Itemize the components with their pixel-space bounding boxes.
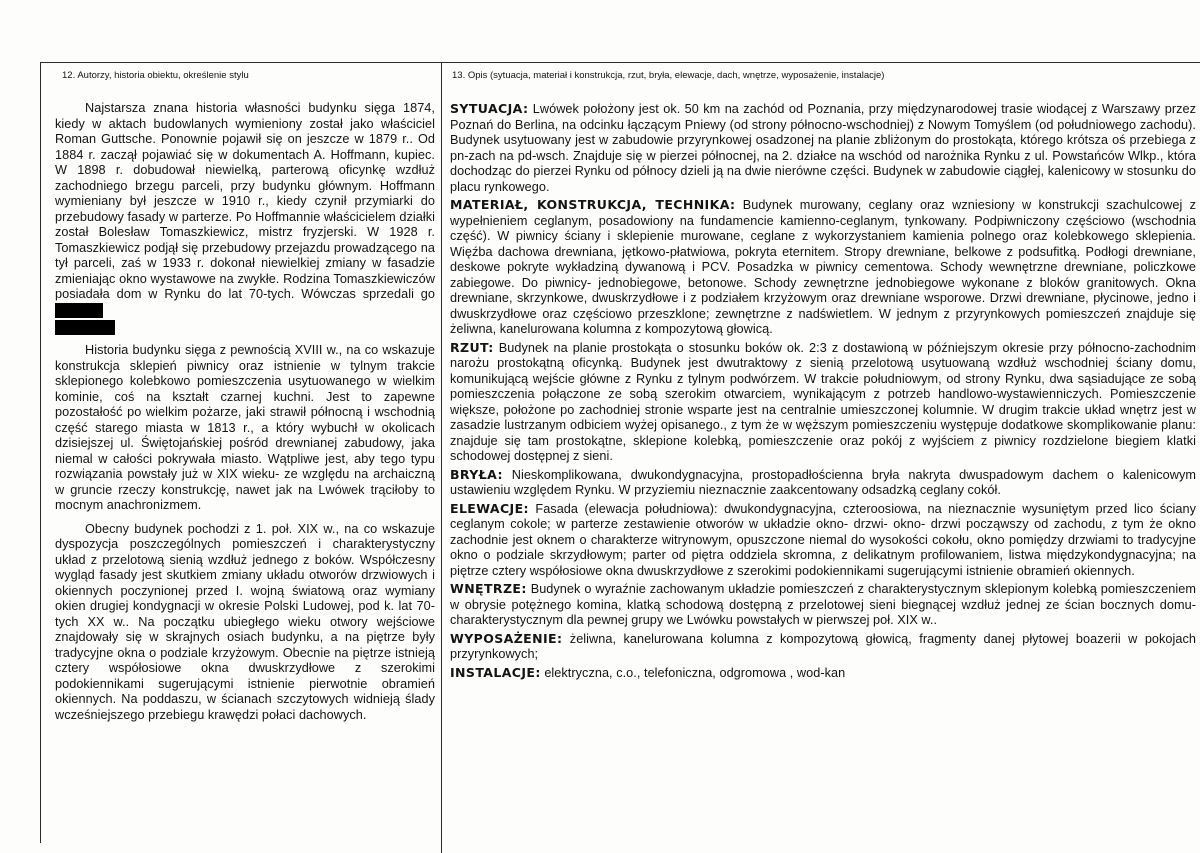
section-sytuacja <box>450 101 1196 195</box>
history-paragraph-1 <box>55 101 435 335</box>
section-12-header: 12. Autorzy, historia obiektu, określenie stylu <box>62 70 249 81</box>
description-column <box>450 101 1196 683</box>
history-column <box>55 101 435 731</box>
section-text: żeliwna, kanelurowana kolumna z kompozytową głowicą, fragmenty danej płytowej boazerii w pokojach przyrynkowych; <box>450 631 1196 661</box>
section-text: Lwówek położony jest ok. 50 km na zachód od Poznania, przy międzynarodowej trasie wiodącej z Warszawy przez Poznań do Berlina, na odcinku łączącym Pniewy (od strony północno-wschodniej) z Nowym Tomyślem (od południowego zachodu). Budynek usytuowany jest w zabudowie przyrynkowej osadzonej na planie zbliżonym do prostokąta, którego krótsza oś przebiega z pn-zach na pd-wsch. Znajduje się w pierzei północnej, na 2. działce na wschód od narożnika Rynku z ul. Powstańców Wlkp., która dochodząc do pierzei Rynku od północy dzieli ją na dwie nierówne części. Budynek w zabudowie ciągłej, kalenicowy w stosunku do placu rynkowego. <box>450 102 1196 194</box>
section-13-header: 13. Opis (sytuacja, materiał i konstrukcja, rzut, bryła, elewacje, dach, wnętrze, wyposażenie, instalacje) <box>452 70 885 81</box>
section-label: ELEWACJE: <box>450 500 529 516</box>
history-paragraph-3: Obecny budynek pochodzi z 1. poł. XIX w., na co wskazuje dyspozycja poszczególnych pomieszczeń i charakterystyczny układ z przelotową sienią wzdłuż jednego z boków. Współczesny wygląd fasady jest skutkiem zmiany układu otworów drzwiowych i okiennych poczynionej przed I. wojną światową oraz wymiany okien drugiej kondygnacji w okresie Polski Ludowej, pod k. lat 70-tych XX w.. Na początku ubiegłego wieku otwory wejściowe znajdowały się w skrajnych osiach budynku, a na piętrze były tradycyjne okna o podziale krzyżowym. Obecnie na piętrze istnieją cztery współosiowe okna dwuskrzydłowe z szerokimi podokiennikami sugerującymi istnienie pierwotnie obramień okiennych. Na poddaszu, w ścianach szczytowych widnieją ślady wcześniejszego przebiegu krawędzi połaci dachowych. <box>55 521 435 722</box>
section-text: Budynek na planie prostokąta o stosunku boków ok. 2:3 z dostawioną w późniejszym okresie przy północno-zachodnim narożu prostokątną oficynką. Budynek jest dwutraktowy z sienią przelotową usytuowaną wzdłuż wschodniej ściany domu, komunikującą wejście główne z Rynku z tylnym podwórzem. W trakcie południowym, od strony Rynku, dwa sąsiadujące ze sobą pomieszczenia połączone ze sobą szerokim otwarciem, wynikającym z potrzeb handlowo-wystawienniczych. Pomieszczenie większe, położone po zachodniej stronie wsparte jest na centralnie umieszczonej kolumnie. W drugim trakcie układ wnętrz jest w zasadzie lustrzanym odbiciem wyżej opisanego., z tym że w węższym pomieszczeniu występuje dodatkowe skomplikowanie planu: znajduje się tam prostokątne, sklepione kolebką, pomieszczenie oraz pokój z wyjściem z piwnicy rozdzielone biegiem klatki schodowej dostępnej z sieni. <box>450 340 1196 463</box>
section-label: WYPOSAŻENIE: <box>450 630 563 646</box>
history-paragraph-2: Historia budynku sięga z pewnością XVIII w., na co wskazuje konstrukcja sklepień piwnicy oraz istnienie w tylnym trakcie sklepionego kolebkowo pomieszczenia usytuowanego w wielkim kominie, coś na kształt czarnej kuchni. Jest to zapewne pozostałość po wielkim pożarze, jaki strawił północną i wschodnią część starego miasta w 1813 r., a który wybuchł w okolicach dzisiejszej ul. Świętojańskiej pośród drewnianej zabudowy, jaka niemal w całości pokrywała miasto. Wątpliwe jest, aby tego typu rozwiązania powstały już w XIX wieku- ze względu na archaiczną w gruncie rzeczy konstrukcję, nawet jak na Lwówek trąciłoby to mocnym anachronizmem. <box>55 343 435 512</box>
section-elewacje <box>450 501 1196 580</box>
section-text: Fasada (elewacja południowa): dwukondygnacyjna, czteroosiowa, na nieznacznie wysuniętym przed lico ściany ceglanym cokole; w parterze zestawienie otworów w układzie okno- drzwi- okno- drzwi począwszy od zachodu, z tym że okno zachodnie jest oknem o charakterze witrynowym, opuszczone niemal do wysokości cokołu, okno pomiędzy drzwiami to tradycyjne okno o podziale skrzydłowym; parter od piętra oddziela skromna, z delikatnym profilowaniem, listwa międzykondygnacyjna; na piętrze cztery współosiowe okna dwuskrzydłowe z szerokimi podokiennikami sugerującymi istnienie obramień okiennych. <box>450 501 1196 578</box>
section-label: RZUT: <box>450 339 494 355</box>
section-label: SYTUACJA: <box>450 101 529 116</box>
section-label: MATERIAŁ, KONSTRUKCJA, TECHNIKA: <box>450 197 736 212</box>
section-wyposazenie <box>450 631 1196 663</box>
history-paragraph-1-text: Najstarsza znana historia własności budynku sięga 1874, kiedy w aktach budowlanych wymieniony został jako właściciel Roman Guttsche. Ponownie pojawił się on jeszcze w 1879 r.. Od 1884 r. zaczął pojawiać się w dokumentach A. Hoffmann, kupiec. W 1898 r. dobudował niewielką, parterową oficynkę wzdłuż zachodniego brzegu parceli, przy budynku głównym. Hoffmann wymieniany był jeszcze w 1910 r., kiedy czynił przymiarki do przebudowy fasady w parterze. Po Hoffmannie właścicielem działki został Bolesław Tomaszkiewicz, mistrz fryzjerski. W 1928 r. Tomaszkiewicz podjął się przebudowy przejazdu prowadzącego na tył parceli, zaś w 1933 r. dokonał niewielkiej zmiany w fasadzie zmieniając okno wystawowe na zwykłe. Rodzina Tomaszkiewiczów posiadała dom w Rynku do lat 70-tych. Wówczas sprzedali go <box>55 101 435 301</box>
column-divider <box>441 62 442 853</box>
section-wnetrze <box>450 581 1196 629</box>
section-material <box>450 197 1196 338</box>
section-text: elektryczna, c.o., telefoniczna, odgromowa , wod-kan <box>544 665 846 680</box>
redaction-block <box>55 320 115 335</box>
redaction-block <box>55 303 103 318</box>
section-bryla <box>450 467 1196 499</box>
section-text: Budynek murowany, ceglany oraz wzniesiony w konstrukcji szachulcowej z wypełnieniem ceglanym, posadowiony na fundamencie kamienno-ceglanym, tynkowany. Podpiwniczony częściowo (wschodnia część). W piwnicy ściany i sklepienie murowane, ceglane z wykorzystaniem kamienia polnego oraz kolebkowego sklepienia. Więźba dachowa drewniana, jętkowo-płatwiowa, pokryta eternitem. Stropy drewniane, belkowe z podsufitką. Podłogi drewniane, deskowe pokryte wykładziną dywanową i PCV. Posadzka w piwnicy cementowa. Schody wewnętrzne drewniane, policzkowe zabiegowe. Do piwnicy- jednobiegowe, betonowe. Schody zewnętrzne jednobiegowe wykonane z bloków granitowych. Okna drewniane, skrzynkowe, dwuskrzydłowe i z podziałem krzyżowym oraz drewniane wsporowe. Drzwi drewniane, płycinowe, jedno i dwuskrzydłowe oraz częściowo przeszklone; zewnętrzne z nadświetlem. W jednym z przyrynkowych pomieszczeń znajduje się żeliwna, kanelurowana kolumna z kompozytową głowicą. <box>450 198 1196 336</box>
section-text: Nieskomplikowana, dwukondygnacyjna, prostopadłościenna bryła nakryta dwuspadowym dachem o kalenicowym ustawieniu względem Rynku. W przyziemiu nieznacznie zaakcentowany odsadzką ceglany cokół. <box>450 467 1196 497</box>
section-text: Budynek o wyraźnie zachowanym układzie pomieszczeń z charakterystycznym sklepionym kolebką pomieszczeniem w obrysie potężnego komina, klatką schodową dostępną z przelotowej sieni biegnącej wzdłuż jednej ze ścian bocznych domu- charakterystycznym dla pewnej grupy we Lwówku powstałych w pierwszej poł. XIX w.. <box>450 582 1196 627</box>
section-label: BRYŁA: <box>450 466 503 482</box>
section-label: WNĘTRZE: <box>450 581 527 596</box>
section-label: INSTALACJE: <box>450 664 541 680</box>
section-rzut <box>450 340 1196 465</box>
section-instalacje <box>450 665 1196 682</box>
